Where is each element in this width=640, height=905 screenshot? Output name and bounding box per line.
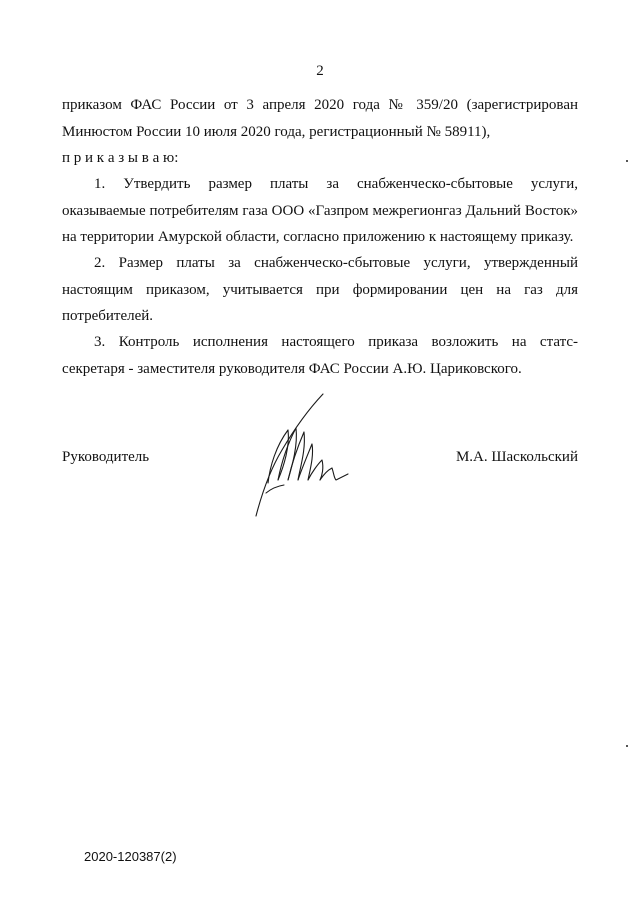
paragraph-item-2 — [62, 250, 578, 330]
paragraph-item-1 — [62, 171, 578, 251]
paragraph-item-3 — [62, 329, 578, 382]
paragraph-intro — [62, 92, 578, 145]
text-line: Минюстом России 10 июля 2020 года, регистрационный № 58911), — [62, 123, 491, 140]
document-id: 2020-120387(2) — [84, 849, 177, 864]
text-line: 2. Размер платы за снабженческо-сбытовые услуги, утвержденный — [94, 255, 578, 271]
page-number: 2 — [316, 63, 324, 79]
handwritten-signature — [248, 388, 358, 518]
text-line: приказом ФАС России от 3 апреля 2020 года № 359/20 (зарегистрирован — [62, 97, 578, 113]
scan-dot — [626, 745, 628, 747]
paragraph-order — [62, 145, 578, 172]
scan-dot — [626, 160, 628, 162]
text-line: на территории Амурской области, согласно приложению к настоящему приказу. — [62, 229, 574, 245]
text-line: 3. Контроль исполнения настоящего приказа возложить на статс- — [94, 334, 578, 350]
text-line: потребителей. — [62, 308, 154, 324]
text-line: настоящим приказом, учитывается при формировании цен на газ для — [62, 281, 578, 298]
signatory-name: М.А. Шаскольский — [455, 449, 578, 465]
text-line: секретаря - заместителя руководителя ФАС России А.Ю. Цариковского. — [62, 360, 522, 377]
text-line: оказываемые потребителям газа ООО «Газпром межрегионгаз Дальний Восток» — [62, 202, 578, 219]
text-line: п р и к а з ы в а ю: — [62, 150, 179, 166]
signatory-role: Руководитель — [62, 449, 150, 465]
text-line: 1. Утвердить размер платы за снабженческо-сбытовые услуги, — [94, 176, 578, 192]
